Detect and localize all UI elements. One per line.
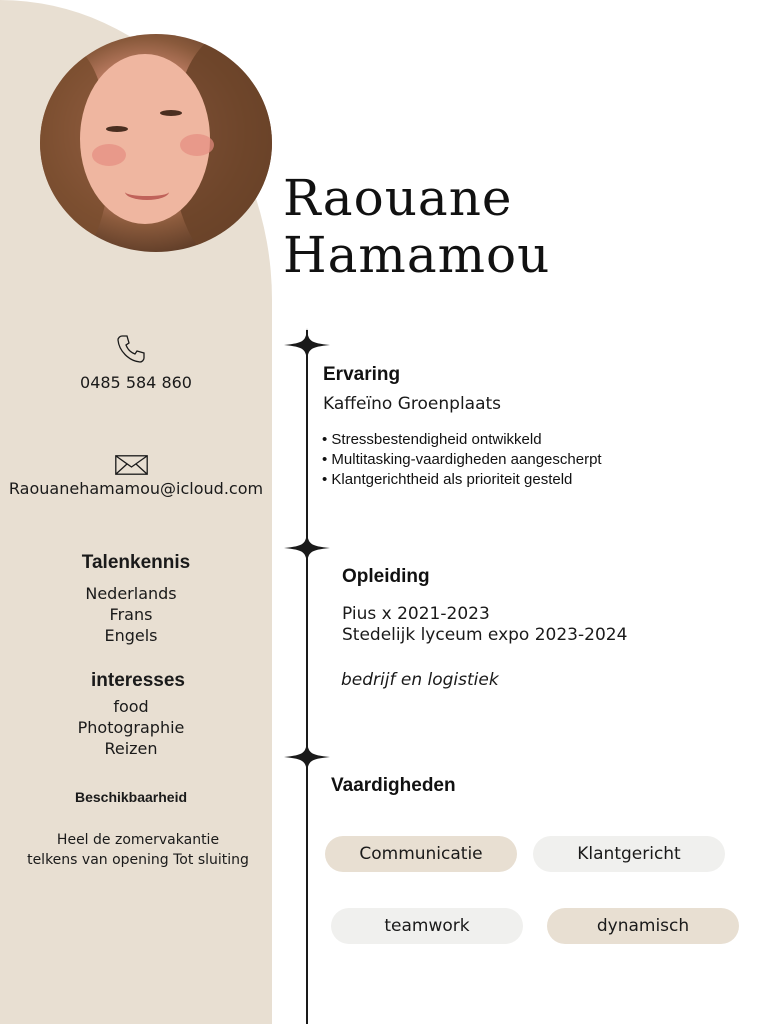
interest-item: Photographie xyxy=(77,718,185,737)
education-title: Opleiding xyxy=(342,566,430,587)
experience-bullets xyxy=(322,430,602,490)
skill-pill: teamwork xyxy=(331,908,523,944)
interest-item: food xyxy=(113,697,149,716)
interests-title: interesses xyxy=(90,670,185,691)
skill-pill: dynamisch xyxy=(547,908,739,944)
envelope-icon xyxy=(115,455,148,475)
skill-pill: Communicatie xyxy=(325,836,517,872)
profile-photo xyxy=(40,34,272,252)
availability-title: Beschikbaarheid xyxy=(74,789,188,805)
experience-title: Ervaring xyxy=(323,364,401,385)
experience-company: Kaffeïno Groenplaats xyxy=(323,394,502,414)
skill-pill: Klantgericht xyxy=(533,836,725,872)
timeline-line xyxy=(306,330,308,1024)
experience-bullet: • Multitasking-vaardigheden aangescherpt xyxy=(322,451,602,468)
phone-icon xyxy=(115,333,147,365)
language-item: Engels xyxy=(104,626,158,645)
availability-line: telkens van opening Tot sluiting xyxy=(27,852,249,868)
education-line: Stedelijk lyceum expo 2023-2024 xyxy=(342,625,628,645)
education-field: bedrijf en logistiek xyxy=(341,670,499,690)
full-name xyxy=(283,170,743,284)
experience-bullet: • Stressbestendigheid ontwikkeld xyxy=(322,431,542,448)
interest-item: Reizen xyxy=(104,739,158,758)
language-item: Nederlands xyxy=(85,584,177,603)
availability-line: Heel de zomervakantie xyxy=(56,832,220,848)
email-address[interactable]: Raouanehamamou@icloud.com xyxy=(8,479,264,498)
phone-number[interactable]: 0485 584 860 xyxy=(80,373,192,392)
sparkle-icon xyxy=(284,740,330,774)
last-name: Hamamou xyxy=(283,226,551,284)
languages-title: Talenkennis xyxy=(81,552,191,573)
sparkle-icon xyxy=(284,328,330,362)
sparkle-icon xyxy=(284,531,330,565)
experience-bullet: • Klantgerichtheid als prioriteit gesteld xyxy=(322,471,573,488)
skills-title: Vaardigheden xyxy=(331,775,456,796)
language-item: Frans xyxy=(109,605,153,624)
first-name: Raouane xyxy=(283,169,513,227)
education-line: Pius x 2021-2023 xyxy=(342,604,490,624)
